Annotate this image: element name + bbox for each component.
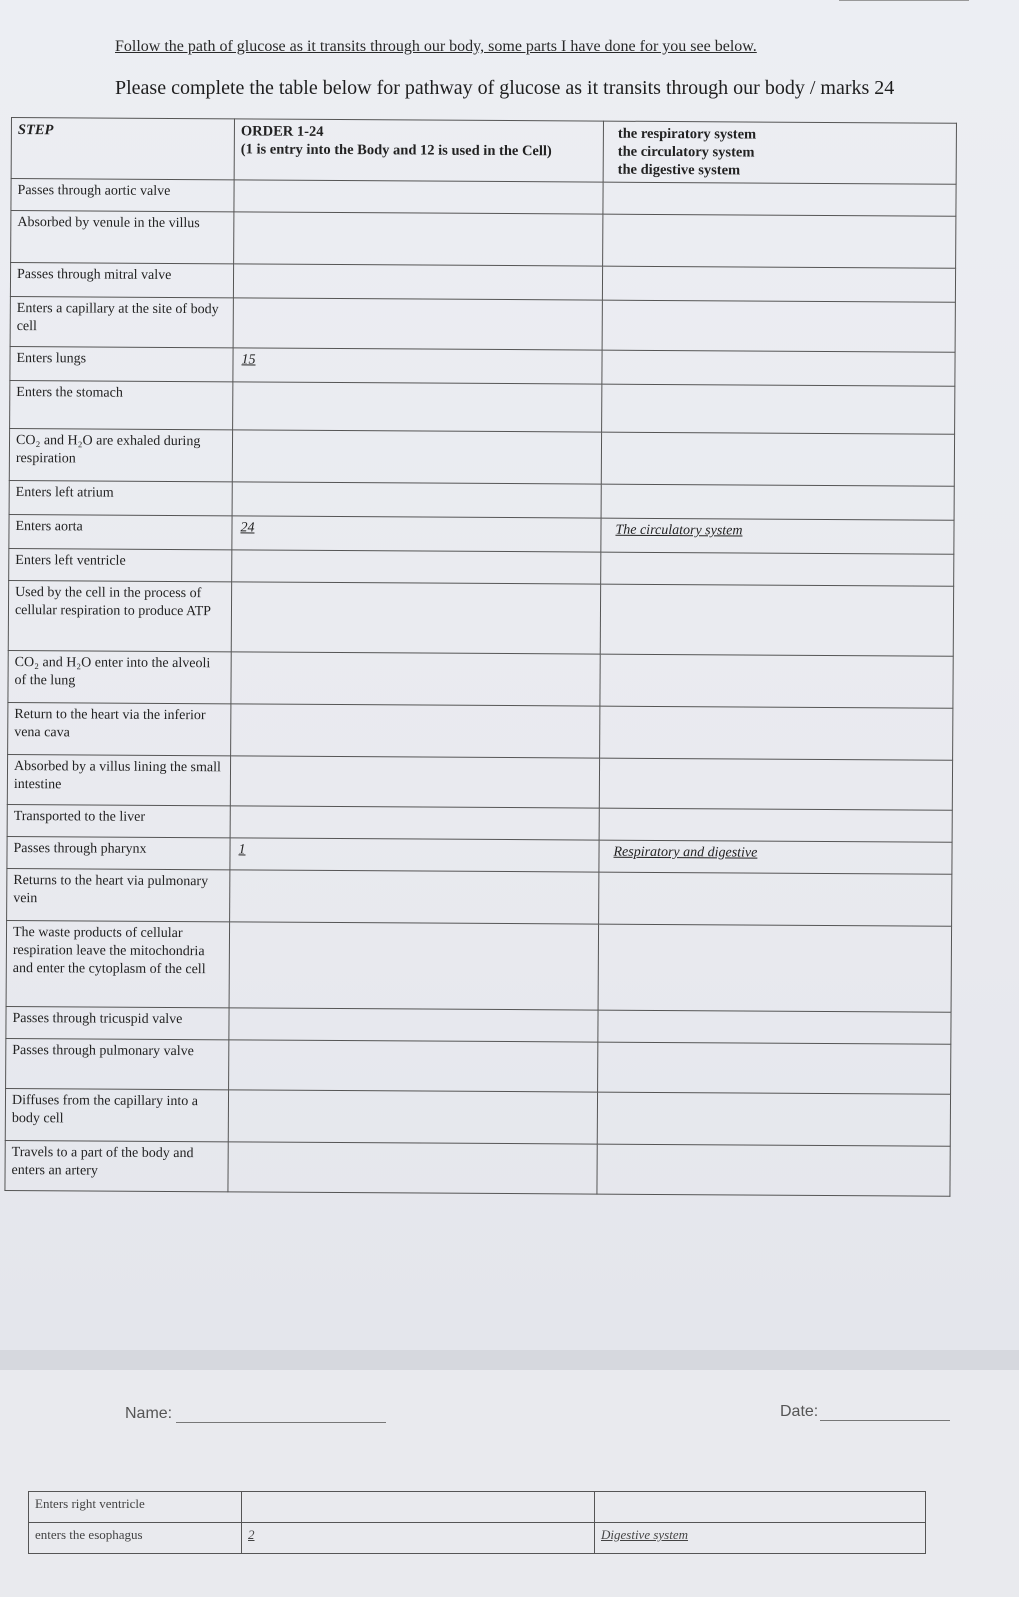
order-cell[interactable]: [231, 704, 600, 758]
system-header-line3: the digestive system: [617, 161, 741, 179]
system-cell[interactable]: [601, 432, 954, 486]
order-cell[interactable]: [234, 180, 603, 214]
order-cell[interactable]: [232, 550, 601, 584]
table-row: [9, 480, 954, 520]
step-cell: Diffuses from the capillary into a body cell: [5, 1088, 228, 1141]
order-cell[interactable]: [229, 1008, 598, 1042]
date-label: Date:: [780, 1403, 819, 1420]
instruction-text: Follow the path of glucose as it transits through our body, some parts I have done for you see below.: [115, 38, 757, 55]
system-cell[interactable]: [603, 214, 956, 268]
order-cell[interactable]: [233, 382, 602, 432]
order-cell[interactable]: [233, 264, 602, 300]
system-cell[interactable]: [598, 1010, 951, 1044]
order-cell[interactable]: 15: [233, 348, 602, 384]
order-header-line1: ORDER 1-24: [240, 123, 324, 140]
system-cell[interactable]: The circulatory system: [601, 518, 954, 554]
order-cell[interactable]: [228, 1142, 597, 1194]
order-header: [234, 119, 603, 182]
step-cell: Enters a capillary at the site of body cell: [10, 296, 233, 347]
order-cell[interactable]: 1: [230, 838, 599, 872]
system-cell[interactable]: [599, 808, 952, 842]
table-row: [7, 868, 952, 926]
name-blank-line[interactable]: [176, 1408, 386, 1423]
system-cell[interactable]: [600, 654, 953, 708]
step-cell: Absorbed by venule in the villus: [11, 211, 234, 264]
table-row: [8, 702, 953, 760]
system-cell[interactable]: [601, 484, 954, 520]
step-cell: Used by the cell in the process of cellular respiration to produce ATP: [8, 580, 231, 651]
system-cell[interactable]: Digestive system: [595, 1523, 926, 1554]
order-cell[interactable]: [233, 298, 602, 350]
system-cell[interactable]: [602, 350, 955, 386]
system-cell[interactable]: [597, 1144, 950, 1196]
step-cell: Passes through pulmonary valve: [6, 1038, 229, 1089]
order-cell[interactable]: [229, 922, 599, 1010]
system-cell[interactable]: [598, 1042, 951, 1094]
step-cell: Enters the stomach: [10, 380, 233, 429]
system-cell[interactable]: [603, 182, 956, 216]
system-cell[interactable]: Respiratory and digestive: [599, 840, 952, 874]
system-cell[interactable]: [602, 300, 955, 352]
step-cell: Passes through tricuspid valve: [6, 1006, 229, 1039]
table-header-row: [11, 118, 956, 185]
system-cell[interactable]: [600, 584, 953, 656]
order-cell[interactable]: [230, 870, 599, 924]
step-cell: Enters left atrium: [9, 480, 232, 515]
continuation-table: [28, 1491, 926, 1554]
order-cell[interactable]: [242, 1492, 595, 1523]
top-rule: [839, 0, 969, 1]
table-row: [10, 380, 955, 434]
name-label: Name:: [125, 1405, 173, 1422]
step-cell: enters the esophagus: [29, 1523, 242, 1554]
order-cell[interactable]: [230, 806, 599, 840]
table-row: [6, 1038, 951, 1094]
step-cell: Enters right ventricle: [29, 1492, 242, 1523]
order-cell[interactable]: [232, 482, 601, 518]
step-cell: Passes through mitral valve: [10, 263, 233, 298]
system-cell[interactable]: [602, 384, 955, 434]
step-header: STEP: [11, 118, 234, 180]
table-row: [10, 296, 955, 352]
table-row: [11, 211, 956, 269]
step-cell: Passes through aortic valve: [11, 179, 234, 212]
step-cell: Return to the heart via the inferior vena cava: [8, 702, 231, 755]
table-row: [9, 428, 954, 486]
name-field[interactable]: [125, 1405, 386, 1423]
step-cell: Enters lungs: [10, 346, 233, 381]
table-row: [8, 580, 953, 656]
table-row: [29, 1523, 926, 1554]
table-row: [5, 1140, 950, 1196]
system-cell[interactable]: [598, 924, 952, 1012]
system-cell[interactable]: [597, 1092, 950, 1146]
system-cell[interactable]: [601, 552, 954, 586]
system-header-line2: the circulatory system: [617, 143, 755, 161]
glucose-pathway-table: [4, 117, 957, 1197]
date-field[interactable]: [780, 1403, 950, 1421]
table-row: [10, 346, 955, 386]
table-row: [5, 1088, 950, 1146]
table-row: [9, 514, 954, 554]
system-cell[interactable]: [599, 872, 952, 926]
system-cell[interactable]: [602, 266, 955, 302]
order-cell[interactable]: [231, 582, 600, 654]
order-cell[interactable]: [232, 430, 601, 484]
step-cell: Transported to the liver: [7, 804, 230, 837]
system-cell[interactable]: [599, 758, 952, 810]
step-cell: CO₂ and H₂O enter into the alveoli of the lung: [8, 650, 231, 703]
step-cell: The waste products of cellular respiration leave the mitochondria and enter the cytoplasm of the cell: [6, 920, 230, 1007]
order-cell[interactable]: [234, 212, 603, 266]
order-cell[interactable]: [230, 756, 599, 808]
step-cell: Passes through pharynx: [7, 836, 230, 869]
table-row: [8, 650, 953, 708]
worksheet-title: Please complete the table below for pathway of glucose as it transits through our body / marks 24: [115, 77, 895, 99]
table-row: [29, 1492, 926, 1523]
system-cell[interactable]: [600, 706, 953, 760]
order-header-line2: (1 is entry into the Body and 12 is used in the Cell): [240, 141, 552, 160]
order-cell[interactable]: 24: [232, 516, 601, 552]
table-row: [10, 263, 955, 303]
date-blank-line[interactable]: [820, 1406, 950, 1421]
step-cell: Travels to a part of the body and enters an artery: [5, 1140, 228, 1191]
order-cell[interactable]: [229, 1040, 598, 1092]
step-cell: Returns to the heart via pulmonary vein: [7, 868, 230, 921]
order-cell[interactable]: 2: [242, 1523, 595, 1554]
system-header: [603, 121, 956, 184]
order-cell[interactable]: [228, 1090, 597, 1144]
order-cell[interactable]: [231, 652, 600, 706]
page-gap: [0, 1350, 1019, 1370]
step-cell: CO₂ and H₂O are exhaled during respiration: [9, 428, 232, 481]
step-cell: Absorbed by a villus lining the small intestine: [7, 754, 230, 805]
step-cell: Enters left ventricle: [9, 548, 232, 581]
table-row: [7, 754, 952, 810]
step-cell: Enters aorta: [9, 514, 232, 549]
system-cell[interactable]: [595, 1492, 926, 1523]
system-header-line1: the respiratory system: [617, 125, 757, 143]
table-row: [6, 920, 952, 1012]
